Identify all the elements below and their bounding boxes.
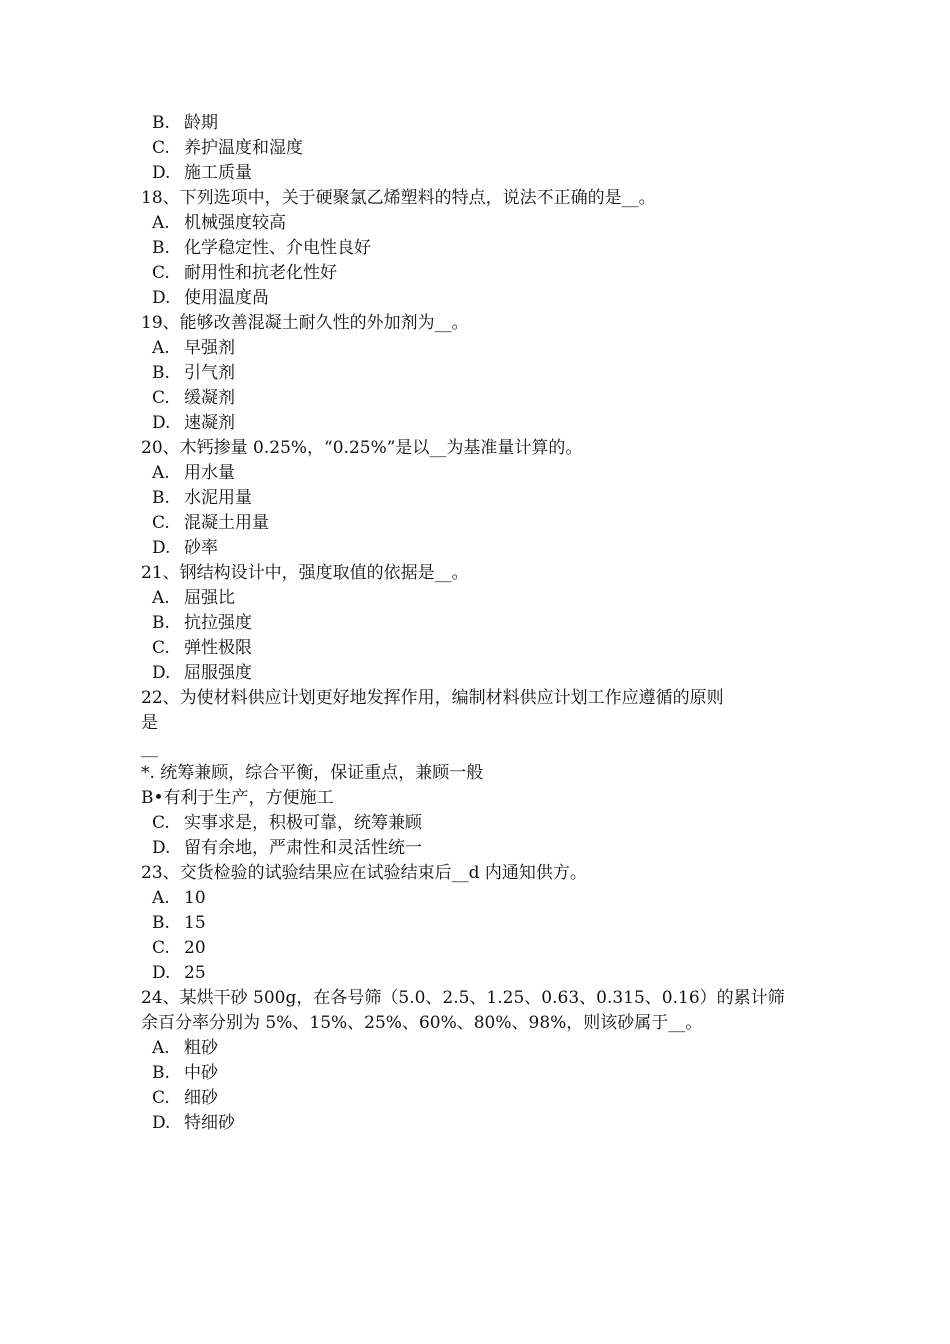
answer-option [141,1111,811,1136]
answer-option [141,536,811,561]
option-letter: D. [152,838,171,858]
option-text: 缓凝剂 [184,388,235,408]
option-letter: D. [152,163,171,183]
option-letter: B. [152,1063,170,1083]
question-line: B•有利于生产，方便施工 [141,788,334,808]
answer-option [141,611,811,636]
option-text: 15 [184,913,206,933]
option-letter: A. [152,888,170,908]
answer-option [141,1036,811,1061]
option-text: 屈服强度 [184,663,252,683]
question-line: 24、某烘干砂 500g，在各号筛（5.0、2.5、1.25、0.63、0.315、0.16）的累计筛 [141,988,785,1008]
option-letter: C. [152,1088,170,1108]
question-line: 22、为使材料供应计划更好地发挥作用，编制材料供应计划工作应遵循的原则 [141,688,724,708]
option-letter: B. [152,488,170,508]
option-letter: C. [152,513,170,533]
option-letter: A. [152,338,170,358]
option-letter: D. [152,963,171,983]
question-line: __ [141,738,158,758]
option-text: 10 [184,888,206,908]
option-text: 养护温度和湿度 [184,138,303,158]
option-text: 早强剂 [184,338,235,358]
answer-option [141,811,811,836]
option-text: 机械强度较高 [184,213,286,233]
option-text: 特细砂 [184,1113,235,1133]
answer-option [141,511,811,536]
option-letter: B. [152,613,170,633]
option-letter: B. [152,913,170,933]
question-line: *. 统筹兼顾，综合平衡，保证重点，兼顾一般 [141,763,484,783]
option-text: 砂率 [184,538,218,558]
option-text: 细砂 [184,1088,218,1108]
option-letter: A. [152,588,170,608]
answer-option [141,1061,811,1086]
answer-option [141,661,811,686]
option-text: 混凝土用量 [184,513,269,533]
answer-option [141,936,811,961]
option-text: 中砂 [184,1063,218,1083]
question-line: 23、交货检验的试验结果应在试验结束后__d 内通知供方。 [141,863,587,883]
document-body [141,111,811,1136]
answer-option [141,161,811,186]
answer-option [141,336,811,361]
option-letter: D. [152,663,171,683]
option-text: 引气剂 [184,363,235,383]
answer-option [141,386,811,411]
answer-option [141,836,811,861]
answer-option [141,411,811,436]
option-letter: C. [152,938,170,958]
option-letter: D. [152,1113,171,1133]
question-line: 20、木钙掺量 0.25%，“0.25%”是以__为基准量计算的。 [141,438,583,458]
option-text: 耐用性和抗老化性好 [184,263,337,283]
option-letter: C. [152,638,170,658]
option-text: 化学稳定性、介电性良好 [184,238,371,258]
question-line: 是 [141,713,158,733]
answer-option [141,486,811,511]
answer-option [141,1086,811,1111]
option-letter: B. [152,238,170,258]
option-letter: B. [152,113,170,133]
option-letter: D. [152,413,171,433]
answer-option [141,961,811,986]
option-letter: B. [152,363,170,383]
option-text: 速凝剂 [184,413,235,433]
answer-option [141,136,811,161]
option-text: 用水量 [184,463,235,483]
answer-option [141,111,811,136]
option-letter: C. [152,138,170,158]
option-text: 25 [184,963,206,983]
option-letter: C. [152,813,170,833]
option-letter: C. [152,263,170,283]
option-text: 屈强比 [184,588,235,608]
option-letter: A. [152,213,170,233]
question-line: 19、能够改善混凝土耐久性的外加剂为__。 [141,313,469,333]
option-text: 水泥用量 [184,488,252,508]
answer-option [141,211,811,236]
question-line: 余百分率分别为 5%、15%、25%、60%、80%、98%，则该砂属于__。 [141,1013,703,1033]
option-text: 使用温度咼 [184,288,269,308]
option-text: 实事求是，积极可靠，统筹兼顾 [184,813,422,833]
answer-option [141,261,811,286]
answer-option [141,461,811,486]
answer-option [141,361,811,386]
answer-option [141,886,811,911]
option-letter: A. [152,1038,170,1058]
option-text: 抗拉强度 [184,613,252,633]
option-letter: A. [152,463,170,483]
option-letter: D. [152,538,171,558]
question-line: 21、钢结构设计中，强度取值的依据是__。 [141,563,469,583]
option-text: 20 [184,938,206,958]
question-line: 18、下列选项中，关于硬聚氯乙烯塑料的特点，说法不正确的是__。 [141,188,656,208]
option-text: 粗砂 [184,1038,218,1058]
answer-option [141,286,811,311]
answer-option [141,586,811,611]
answer-option [141,911,811,936]
answer-option [141,636,811,661]
option-text: 龄期 [184,113,218,133]
option-text: 弹性极限 [184,638,252,658]
option-text: 留有余地，严肃性和灵活性统一 [184,838,422,858]
option-letter: D. [152,288,171,308]
option-text: 施工质量 [184,163,252,183]
answer-option [141,236,811,261]
option-letter: C. [152,388,170,408]
